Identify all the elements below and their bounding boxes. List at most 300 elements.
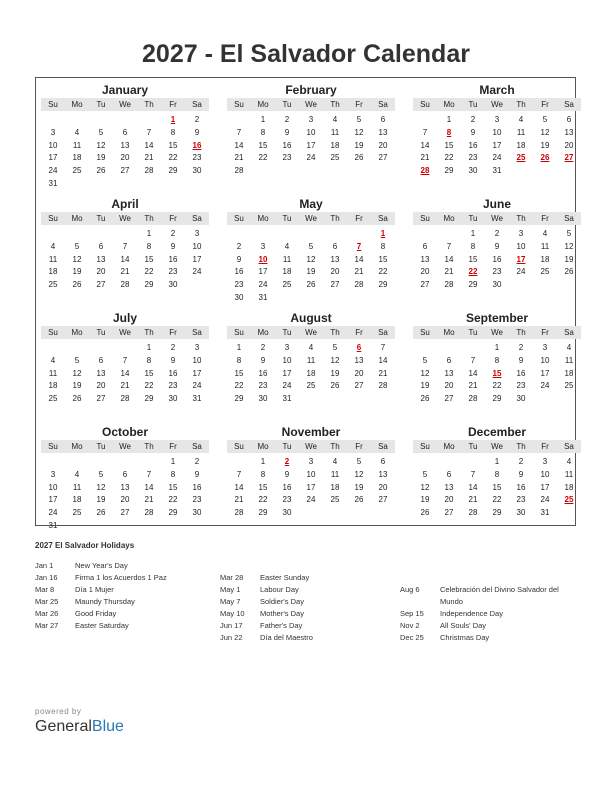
weekday-label: We (305, 100, 317, 109)
holiday-name: Easter Sunday (260, 573, 310, 582)
month-december (413, 424, 581, 536)
day-cell: 12 (330, 355, 340, 365)
day-cell: 23 (468, 153, 478, 163)
day-cell: 22 (168, 495, 178, 505)
empty-cell (227, 228, 251, 241)
day-cell: 19 (540, 140, 550, 150)
holiday-date-label: Nov 2 (400, 621, 420, 630)
empty-cell (41, 456, 65, 469)
day-cell: 27 (96, 394, 106, 404)
day-cell: 20 (120, 153, 130, 163)
weekday-label: Th (516, 442, 526, 451)
day-cell: 17 (258, 267, 268, 277)
day-cell: 16 (168, 254, 178, 264)
day-cell: 12 (96, 140, 106, 150)
empty-cell (113, 114, 137, 127)
day-cell: 18 (72, 495, 82, 505)
day-cell: 24 (48, 508, 58, 518)
day-cell: 13 (96, 368, 106, 378)
day-cell: 27 (444, 394, 454, 404)
day-cell: 20 (564, 140, 574, 150)
day-cell: 29 (144, 280, 154, 290)
days-grid (413, 114, 581, 178)
weekday-label: Mo (443, 328, 455, 337)
day-cell: 1 (260, 457, 266, 466)
empty-cell (413, 456, 437, 469)
days-grid (227, 342, 395, 406)
holiday-item (220, 596, 313, 608)
day-cell: 28 (378, 381, 388, 391)
weekday-label: Fr (541, 100, 549, 109)
day-cell: 21 (234, 495, 244, 505)
day-cell: 7 (236, 469, 242, 479)
weekday-header (227, 212, 395, 225)
empty-cell (65, 342, 89, 355)
day-cell: 8 (494, 469, 500, 479)
weekday-label: Mo (71, 100, 83, 109)
weekday-label: Sa (564, 442, 574, 451)
weekday-label: Mo (257, 442, 269, 451)
page-title: 2027 - El Salvador Calendar (142, 40, 470, 68)
day-cell: 10 (192, 241, 202, 251)
empty-cell (323, 228, 347, 241)
day-cell: 3 (542, 343, 548, 352)
empty-cell (41, 114, 65, 127)
holiday-date-label: Jan 1 (35, 561, 54, 570)
holiday-date-label: Jun 17 (220, 621, 243, 630)
day-cell: 11 (540, 241, 550, 251)
weekday-label: Sa (564, 214, 574, 223)
holiday-item (35, 584, 167, 596)
weekday-header (41, 440, 209, 453)
day-cell: 20 (444, 495, 454, 505)
holiday-date: 27 (564, 153, 574, 163)
days-grid (413, 456, 581, 520)
weekday-header (227, 98, 395, 111)
weekday-label: Fr (169, 328, 177, 337)
weekday-label: Tu (468, 214, 478, 223)
day-cell: 21 (120, 267, 130, 277)
day-cell: 26 (420, 394, 430, 404)
day-cell: 28 (120, 394, 130, 404)
day-cell: 3 (284, 343, 290, 352)
holiday-date: 10 (258, 254, 268, 264)
day-cell: 7 (470, 355, 476, 365)
empty-cell (89, 114, 113, 127)
day-cell: 1 (260, 115, 266, 124)
day-cell: 29 (492, 508, 502, 518)
month-may (227, 196, 395, 308)
day-cell: 20 (330, 267, 340, 277)
weekday-header (227, 326, 395, 339)
day-cell: 24 (258, 280, 268, 290)
day-cell: 17 (540, 482, 550, 492)
day-cell: 26 (306, 280, 316, 290)
weekday-label: Tu (282, 100, 292, 109)
weekday-label: Fr (541, 214, 549, 223)
day-cell: 8 (170, 127, 176, 137)
day-cell: 9 (170, 355, 176, 365)
holiday-item (220, 620, 313, 632)
day-cell: 17 (306, 140, 316, 150)
day-cell: 12 (354, 127, 364, 137)
day-cell: 31 (48, 520, 58, 530)
day-cell: 15 (168, 482, 178, 492)
day-cell: 26 (96, 166, 106, 176)
day-cell: 11 (72, 482, 82, 492)
weekday-label: Mo (71, 328, 83, 337)
day-cell: 1 (146, 229, 152, 238)
weekday-label: Th (516, 100, 526, 109)
days-grid (227, 114, 395, 178)
day-cell: 5 (98, 127, 104, 137)
day-cell: 20 (96, 267, 106, 277)
weekday-label: Fr (355, 328, 363, 337)
holiday-item (220, 584, 313, 596)
holidays-title: 2027 El Salvador Holidays (35, 541, 135, 550)
day-cell: 9 (194, 127, 200, 137)
day-cell: 23 (516, 381, 526, 391)
day-cell: 9 (236, 254, 242, 264)
day-cell: 4 (566, 457, 572, 466)
day-cell: 28 (234, 166, 244, 176)
weekday-header (41, 98, 209, 111)
day-cell: 15 (444, 140, 454, 150)
weekday-label: Tu (96, 214, 106, 223)
day-cell: 24 (306, 495, 316, 505)
weekday-label: Tu (468, 100, 478, 109)
day-cell: 19 (330, 368, 340, 378)
day-cell: 3 (494, 115, 500, 124)
day-cell: 27 (420, 280, 430, 290)
day-cell: 12 (306, 254, 316, 264)
day-cell: 8 (380, 241, 386, 251)
day-cell: 18 (330, 140, 340, 150)
day-cell: 22 (144, 381, 154, 391)
month-october (41, 424, 209, 536)
day-cell: 14 (468, 368, 478, 378)
day-cell: 4 (308, 343, 314, 352)
month-april (41, 196, 209, 308)
day-cell: 3 (542, 457, 548, 466)
empty-cell (461, 342, 485, 355)
day-cell: 17 (192, 368, 202, 378)
weekday-label: Th (516, 328, 526, 337)
day-cell: 15 (378, 254, 388, 264)
day-cell: 25 (540, 267, 550, 277)
day-cell: 16 (282, 482, 292, 492)
day-cell: 22 (168, 153, 178, 163)
day-cell: 20 (378, 482, 388, 492)
month-title: November (281, 425, 341, 439)
holiday-date: 8 (446, 127, 452, 137)
holiday-date: 25 (516, 153, 526, 163)
day-cell: 22 (492, 381, 502, 391)
day-cell: 30 (492, 280, 502, 290)
day-cell: 9 (170, 241, 176, 251)
day-cell: 18 (564, 368, 574, 378)
holiday-name: Father's Day (260, 621, 303, 630)
day-cell: 5 (542, 115, 548, 124)
month-march (413, 82, 581, 194)
day-cell: 3 (50, 127, 56, 137)
weekday-label: Mo (443, 214, 455, 223)
generalblue-logo[interactable] (35, 718, 124, 736)
day-cell: 21 (420, 153, 430, 163)
day-cell: 30 (192, 166, 202, 176)
weekday-label: Fr (355, 442, 363, 451)
weekday-label: Sa (378, 442, 388, 451)
day-cell: 2 (194, 115, 200, 124)
holiday-name: Mother's Day (260, 609, 304, 618)
day-cell: 23 (282, 495, 292, 505)
weekday-label: We (119, 442, 131, 451)
day-cell: 13 (354, 355, 364, 365)
day-cell: 13 (378, 469, 388, 479)
holidays-column-1 (35, 560, 167, 632)
day-cell: 27 (330, 280, 340, 290)
day-cell: 10 (48, 140, 58, 150)
day-cell: 14 (354, 254, 364, 264)
empty-cell (437, 342, 461, 355)
month-september (413, 310, 581, 422)
weekday-label: Th (516, 214, 526, 223)
day-cell: 8 (170, 469, 176, 479)
weekday-label: We (491, 442, 503, 451)
day-cell: 27 (96, 280, 106, 290)
holiday-item (35, 572, 167, 584)
weekday-label: Mo (257, 328, 269, 337)
weekday-label: Su (48, 442, 58, 451)
day-cell: 19 (354, 482, 364, 492)
holidays-column-3 (400, 584, 570, 644)
day-cell: 18 (330, 482, 340, 492)
weekday-label: Th (144, 214, 154, 223)
day-cell: 23 (258, 381, 268, 391)
month-title: October (101, 425, 148, 439)
weekday-label: Th (330, 214, 340, 223)
weekday-label: Mo (443, 442, 455, 451)
day-cell: 7 (236, 127, 242, 137)
day-cell: 13 (120, 482, 130, 492)
holiday-name: Good Friday (75, 609, 117, 618)
weekday-label: We (305, 214, 317, 223)
month-title: June (482, 197, 511, 211)
holiday-date: 2 (284, 457, 290, 466)
day-cell: 4 (518, 115, 524, 124)
holiday-name: Día 1 Mujer (75, 585, 114, 594)
day-cell: 7 (422, 127, 428, 137)
day-cell: 19 (96, 495, 106, 505)
weekday-label: Th (330, 100, 340, 109)
day-cell: 16 (516, 368, 526, 378)
weekday-label: Su (48, 214, 58, 223)
day-cell: 16 (468, 140, 478, 150)
weekday-label: Sa (192, 442, 202, 451)
day-cell: 15 (168, 140, 178, 150)
day-cell: 17 (48, 495, 58, 505)
day-cell: 13 (378, 127, 388, 137)
day-cell: 26 (354, 153, 364, 163)
day-cell: 27 (378, 495, 388, 505)
day-cell: 7 (446, 241, 452, 251)
day-cell: 29 (378, 280, 388, 290)
day-cell: 4 (74, 469, 80, 479)
day-cell: 24 (306, 153, 316, 163)
day-cell: 23 (192, 495, 202, 505)
holiday-item (400, 608, 570, 620)
weekday-label: Su (234, 442, 244, 451)
weekday-label: We (491, 328, 503, 337)
day-cell: 5 (308, 241, 314, 251)
holiday-name: Maundy Thursday (75, 597, 135, 606)
day-cell: 10 (282, 355, 292, 365)
day-cell: 3 (50, 469, 56, 479)
holiday-date-label: Jun 22 (220, 633, 243, 642)
empty-cell (137, 456, 161, 469)
day-cell: 28 (468, 508, 478, 518)
holiday-item (220, 572, 313, 584)
weekday-label: Th (144, 328, 154, 337)
day-cell: 6 (122, 469, 128, 479)
holiday-date: 1 (170, 115, 176, 124)
weekday-label: Fr (169, 214, 177, 223)
day-cell: 5 (422, 355, 428, 365)
holiday-date: 22 (468, 267, 478, 277)
weekday-label: Mo (257, 214, 269, 223)
weekday-label: Tu (96, 442, 106, 451)
day-cell: 19 (420, 495, 430, 505)
holiday-item (400, 584, 570, 608)
weekday-label: Su (48, 100, 58, 109)
day-cell: 2 (494, 229, 500, 238)
brand-general: General (35, 718, 92, 735)
holiday-date: 1 (380, 229, 386, 238)
day-cell: 25 (48, 280, 58, 290)
day-cell: 15 (234, 368, 244, 378)
day-cell: 5 (422, 469, 428, 479)
day-cell: 12 (564, 241, 574, 251)
holiday-date-label: May 1 (220, 585, 241, 594)
weekday-label: Tu (282, 328, 292, 337)
empty-cell (347, 228, 371, 241)
holiday-date: 25 (564, 495, 574, 505)
day-cell: 24 (48, 166, 58, 176)
day-cell: 13 (120, 140, 130, 150)
day-cell: 15 (144, 368, 154, 378)
weekday-label: Tu (96, 328, 106, 337)
holiday-date-label: Mar 25 (35, 597, 59, 606)
day-cell: 30 (168, 394, 178, 404)
weekday-label: Su (234, 214, 244, 223)
holiday-item (400, 620, 570, 632)
day-cell: 9 (470, 127, 476, 137)
day-cell: 8 (260, 127, 266, 137)
day-cell: 2 (260, 343, 266, 352)
day-cell: 16 (168, 368, 178, 378)
day-cell: 30 (516, 394, 526, 404)
day-cell: 9 (518, 355, 524, 365)
month-january (41, 82, 209, 194)
day-cell: 10 (540, 469, 550, 479)
weekday-label: We (491, 100, 503, 109)
day-cell: 22 (258, 495, 268, 505)
day-cell: 7 (122, 355, 128, 365)
weekday-label: Su (234, 328, 244, 337)
day-cell: 28 (354, 280, 364, 290)
empty-cell (113, 456, 137, 469)
day-cell: 12 (72, 368, 82, 378)
days-grid (227, 228, 395, 305)
day-cell: 31 (282, 394, 292, 404)
weekday-label: We (305, 442, 317, 451)
day-cell: 19 (564, 254, 574, 264)
day-cell: 24 (540, 381, 550, 391)
weekday-label: Tu (282, 442, 292, 451)
empty-cell (275, 228, 299, 241)
days-grid (413, 228, 581, 292)
empty-cell (413, 114, 437, 127)
day-cell: 12 (96, 482, 106, 492)
holiday-item (35, 608, 167, 620)
day-cell: 29 (234, 394, 244, 404)
day-cell: 24 (282, 381, 292, 391)
empty-cell (251, 228, 275, 241)
weekday-label: Sa (378, 100, 388, 109)
day-cell: 19 (306, 267, 316, 277)
day-cell: 12 (420, 368, 430, 378)
day-cell: 14 (378, 355, 388, 365)
day-cell: 13 (420, 254, 430, 264)
day-cell: 4 (542, 229, 548, 238)
day-cell: 25 (48, 394, 58, 404)
day-cell: 21 (144, 495, 154, 505)
day-cell: 4 (74, 127, 80, 137)
holiday-date: 17 (516, 254, 526, 264)
day-cell: 10 (492, 127, 502, 137)
day-cell: 4 (284, 241, 290, 251)
day-cell: 5 (74, 241, 80, 251)
empty-cell (113, 228, 137, 241)
day-cell: 19 (354, 140, 364, 150)
day-cell: 18 (516, 140, 526, 150)
weekday-label: Th (144, 100, 154, 109)
day-cell: 3 (194, 343, 200, 352)
holiday-date-label: Mar 8 (35, 585, 55, 594)
empty-cell (227, 114, 251, 127)
day-cell: 25 (72, 166, 82, 176)
day-cell: 30 (516, 508, 526, 518)
weekday-label: Su (420, 328, 430, 337)
weekday-header (41, 212, 209, 225)
day-cell: 19 (72, 267, 82, 277)
day-cell: 12 (72, 254, 82, 264)
day-cell: 28 (234, 508, 244, 518)
day-cell: 31 (192, 394, 202, 404)
day-cell: 11 (282, 254, 292, 264)
day-cell: 22 (144, 267, 154, 277)
day-cell: 31 (492, 166, 502, 176)
day-cell: 8 (146, 241, 152, 251)
day-cell: 6 (422, 241, 428, 251)
days-grid (41, 456, 209, 533)
day-cell: 7 (146, 469, 152, 479)
day-cell: 2 (170, 343, 176, 352)
day-cell: 23 (492, 267, 502, 277)
day-cell: 5 (74, 355, 80, 365)
weekday-label: Su (420, 214, 430, 223)
day-cell: 23 (168, 381, 178, 391)
